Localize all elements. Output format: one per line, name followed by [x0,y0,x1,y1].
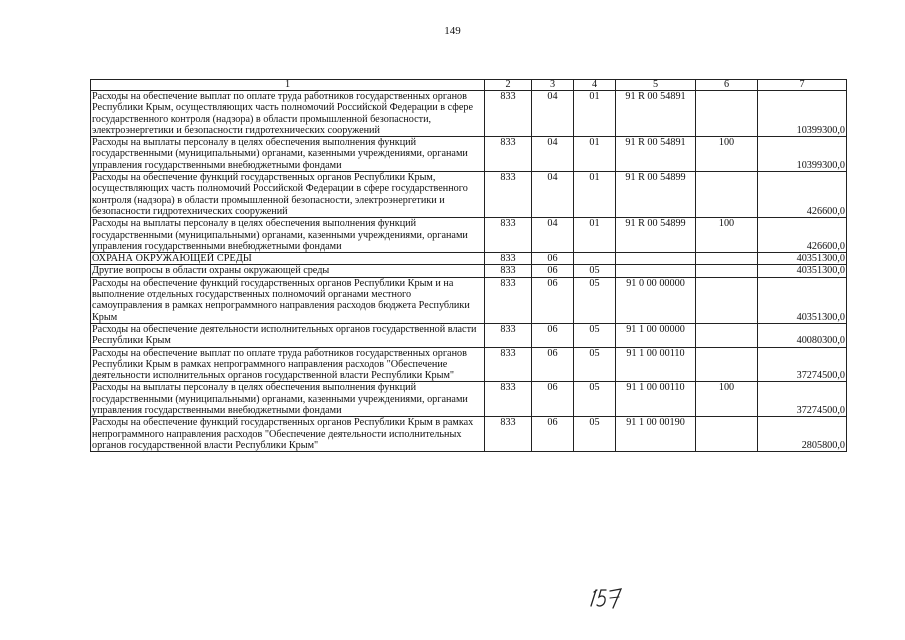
header-col-7: 7 [758,80,847,91]
expense-type-code [696,172,758,218]
header-col-6: 6 [696,80,758,91]
target-article-code: 91 R 00 54899 [616,172,696,218]
subsection-code: 01 [574,218,616,253]
subsection-code: 01 [574,137,616,172]
page-number: 149 [444,25,461,37]
target-article-code: 91 1 00 00000 [616,323,696,347]
expense-type-code [696,277,758,323]
target-article-code: 91 R 00 54899 [616,218,696,253]
section-code: 06 [532,253,574,265]
header-col-1: 1 [91,80,485,91]
amount: 37274500,0 [758,347,847,382]
table-row [91,277,847,323]
expense-type-code [696,417,758,452]
row-name: Расходы на обеспечение деятельности исполнительных органов государственной власти Республики Крым [91,323,485,347]
row-name: Другие вопросы в области охраны окружающей среды [91,265,485,277]
table-row [91,137,847,172]
subsection-code: 05 [574,347,616,382]
section-code: 06 [532,347,574,382]
table-row [91,91,847,137]
row-name: Расходы на выплаты персоналу в целях обеспечения выполнения функций государственными (муниципальными) органами, казенными учреждениями, органами управления государственными внебюджетными фондами [91,218,485,253]
target-article-code: 91 R 00 54891 [616,91,696,137]
target-article-code [616,253,696,265]
amount: 426600,0 [758,218,847,253]
row-name: Расходы на обеспечение функций государственных органов Республики Крым и на выполнение отдельных государственных полномочий органами местного самоуправления в рамках непрограммного направления расходов бюджета Республики Крым [91,277,485,323]
table-row [91,382,847,417]
header-row [91,80,847,91]
amount: 37274500,0 [758,382,847,417]
row-name: Расходы на обеспечение выплат по оплате труда работников государственных органов Республики Крым в рамках непрограммного направления расходов "Обеспечение деятельности исполнительных органов государственной власти Республики Крым" [91,347,485,382]
amount: 40080300,0 [758,323,847,347]
table-row [91,265,847,277]
subsection-code: 05 [574,323,616,347]
expense-type-code: 100 [696,137,758,172]
target-article-code: 91 0 00 00000 [616,277,696,323]
ministry-code: 833 [485,218,532,253]
amount: 2805800,0 [758,417,847,452]
ministry-code: 833 [485,172,532,218]
target-article-code: 91 R 00 54891 [616,137,696,172]
subsection-code: 01 [574,91,616,137]
expense-type-code [696,323,758,347]
table-row [91,323,847,347]
target-article-code [616,265,696,277]
amount: 40351300,0 [758,265,847,277]
table-row [91,417,847,452]
expense-type-code [696,253,758,265]
section-code: 04 [532,91,574,137]
amount: 426600,0 [758,172,847,218]
header-col-3: 3 [532,80,574,91]
header-col-2: 2 [485,80,532,91]
subsection-code: 05 [574,277,616,323]
section-code: 06 [532,382,574,417]
subsection-code: 01 [574,172,616,218]
table-row [91,172,847,218]
header-col-5: 5 [616,80,696,91]
row-name: Расходы на обеспечение функций государственных органов Республики Крым, осуществляющих часть полномочий Российской Федерации в сфере государственного контроля (надзора) в области промышленной безопасности, электроэнергетики и безопасности гидротехнических сооружений [91,172,485,218]
ministry-code: 833 [485,323,532,347]
expense-type-code: 100 [696,382,758,417]
table-row [91,218,847,253]
section-code: 04 [532,218,574,253]
section-code: 04 [532,172,574,218]
expense-type-code [696,91,758,137]
row-name: Расходы на выплаты персоналу в целях обеспечения выполнения функций государственными (муниципальными) органами, казенными учреждениями, органами управления государственными внебюджетными фондами [91,382,485,417]
row-name: Расходы на обеспечение функций государственных органов Республики Крым в рамках непрограммного направления расходов "Обеспечение деятельности исполнительных органов государственной власти Республики Крым" [91,417,485,452]
row-name: Расходы на обеспечение выплат по оплате труда работников государственных органов Республики Крым, осуществляющих часть полномочий Российской Федерации в сфере государственного контроля (надзора) в области промышленной безопасности, электроэнергетики и безопасности гидротехнических сооружений [91,91,485,137]
section-code: 06 [532,265,574,277]
target-article-code: 91 1 00 00110 [616,382,696,417]
budget-table [90,79,847,452]
section-code: 06 [532,323,574,347]
subsection-code [574,253,616,265]
ministry-code: 833 [485,417,532,452]
amount: 10399300,0 [758,137,847,172]
ministry-code: 833 [485,265,532,277]
amount: 40351300,0 [758,253,847,265]
ministry-code: 833 [485,253,532,265]
ministry-code: 833 [485,91,532,137]
subsection-code: 05 [574,417,616,452]
row-name: Расходы на выплаты персоналу в целях обеспечения выполнения функций государственными (муниципальными) органами, казенными учреждениями, органами управления государственными внебюджетными фондами [91,137,485,172]
subsection-code: 05 [574,382,616,417]
section-code: 06 [532,277,574,323]
target-article-code: 91 1 00 00190 [616,417,696,452]
table-row [91,347,847,382]
section-code: 04 [532,137,574,172]
section-code: 06 [532,417,574,452]
ministry-code: 833 [485,347,532,382]
row-name: ОХРАНА ОКРУЖАЮЩЕЙ СРЕДЫ [91,253,485,265]
handwritten-page-mark [588,586,628,610]
expense-type-code: 100 [696,218,758,253]
expense-type-code [696,347,758,382]
header-col-4: 4 [574,80,616,91]
amount: 40351300,0 [758,277,847,323]
subsection-code: 05 [574,265,616,277]
ministry-code: 833 [485,382,532,417]
table-row [91,253,847,265]
ministry-code: 833 [485,137,532,172]
amount: 10399300,0 [758,91,847,137]
ministry-code: 833 [485,277,532,323]
expense-type-code [696,265,758,277]
target-article-code: 91 1 00 00110 [616,347,696,382]
